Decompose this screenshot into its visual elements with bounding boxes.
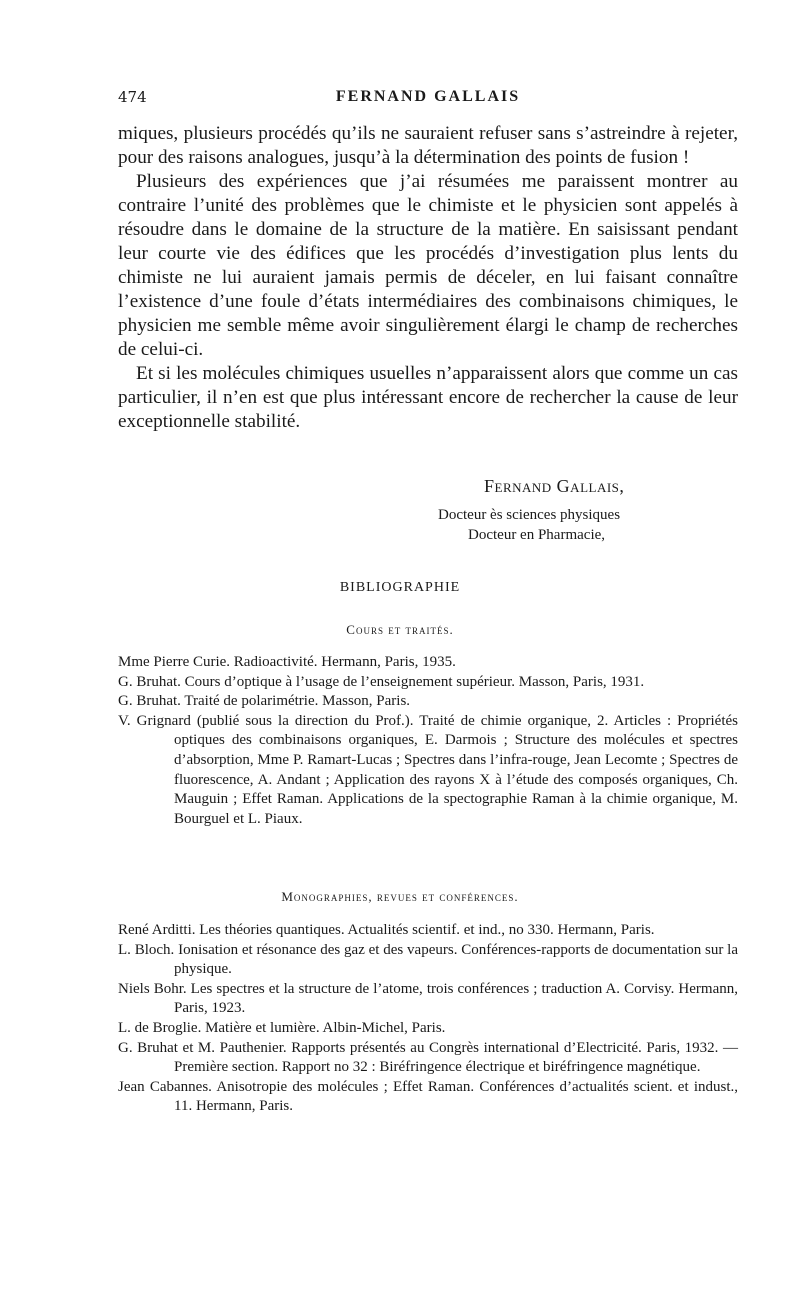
reference-item: Niels Bohr. Les spectres et la structure de l’atome, trois conférences ; traduction A. Corvisy. Hermann, Paris, 1923. [118, 980, 738, 1017]
reference-item: L. de Broglie. Matière et lumière. Albin-Michel, Paris. [118, 1019, 446, 1036]
page-header [118, 88, 738, 110]
reference-item: G. Bruhat et M. Pauthenier. Rapports présentés au Congrès international d’Electricité. Paris, 1932. — Première section. Rapport no 32 : Biréfringence électrique et biréfringence magnétique. [118, 1039, 738, 1076]
reference-item: Jean Cabannes. Anisotropie des molécules ; Effet Raman. Conférences d’actualités scient. et indust., 11. Hermann, Paris. [118, 1078, 738, 1115]
reference-item: Mme Pierre Curie. Radioactivité. Hermann, Paris, 1935. [118, 654, 456, 670]
bibliography-title: BIBLIOGRAPHIE [339, 580, 461, 595]
reference-item: G. Bruhat. Traité de polarimétrie. Masson, Paris. [118, 693, 411, 710]
reference-item: L. Bloch. Ionisation et résonance des gaz et des vapeurs. Conférences-rapports de documentation sur la physique. [118, 941, 738, 978]
paragraph-1: miques, plusieurs procédés qu’ils ne sauraient refuser sans s’astreindre à rejeter, pour des raisons analogues, jusqu’à la détermination des points de fusion ! [118, 123, 738, 168]
signature-block [438, 476, 738, 545]
author-degree-2: Docteur en Pharmacie, [468, 527, 606, 543]
reference-item: René Arditti. Les théories quantiques. Actualités scientif. et ind., no 330. Hermann, Paris. [118, 922, 655, 938]
running-head: FERNAND GALLAIS [335, 88, 521, 105]
paragraph-3: Et si les molécules chimiques usuelles n’apparaissent alors que comme un cas particulier, il n’en est que plus intéressant encore de rechercher la cause de leur exceptionnelle stabilité. [118, 363, 738, 432]
section-heading-cours: Cours et traités. [346, 622, 454, 637]
reference-list-1 [118, 653, 738, 829]
author-degree-1: Docteur ès sciences physiques [438, 507, 621, 523]
paragraph-2: Plusieurs des expériences que j’ai résumées me paraissent montrer au contraire l’unité des problèmes que le chimiste et le physicien sont appelés à résoudre dans le domaine de la structure de la matière. En saisissant pendant leur courte vie des édifices que les procédés d’investigation plus lents du chimiste ne lui auraient jamais permis de déceler, en lui faisant connaître l’existence d’une foule d’états intermédiaires des combinaisons chimiques, le physicien me semble même avoir singulièrement élargi le champ de recherches de celui-ci. [118, 171, 738, 360]
reference-item: V. Grignard (publié sous la direction du Prof.). Traité de chimie organique, 2. Articles : Propriétés optiques des combinaisons organiques, E. Darmois ; Structure des molécules et spectres d’absorption, Mme P. Ramart-Lucas ; Spectres dans l’infra-rouge, Jean Lecomte ; Spectres de fluorescence, A. Andant ; Application des rayons X à l’étude des composés organiques, Ch. Mauguin ; Effet Raman. Applications de la spectographie Raman à la chimie organique, M. Bourguel et L. Piaux. [118, 712, 738, 827]
reference-item: G. Bruhat. Cours d’optique à l’usage de l’enseignement supérieur. Masson, Paris, 1931. [118, 673, 645, 690]
section-heading-monographies: Monographies, revues et conférences. [281, 889, 519, 904]
page-number: 474 [118, 88, 147, 106]
body-text [118, 122, 738, 434]
reference-list-2 [118, 921, 738, 1117]
author-name: Fernand Gallais, [484, 476, 625, 496]
